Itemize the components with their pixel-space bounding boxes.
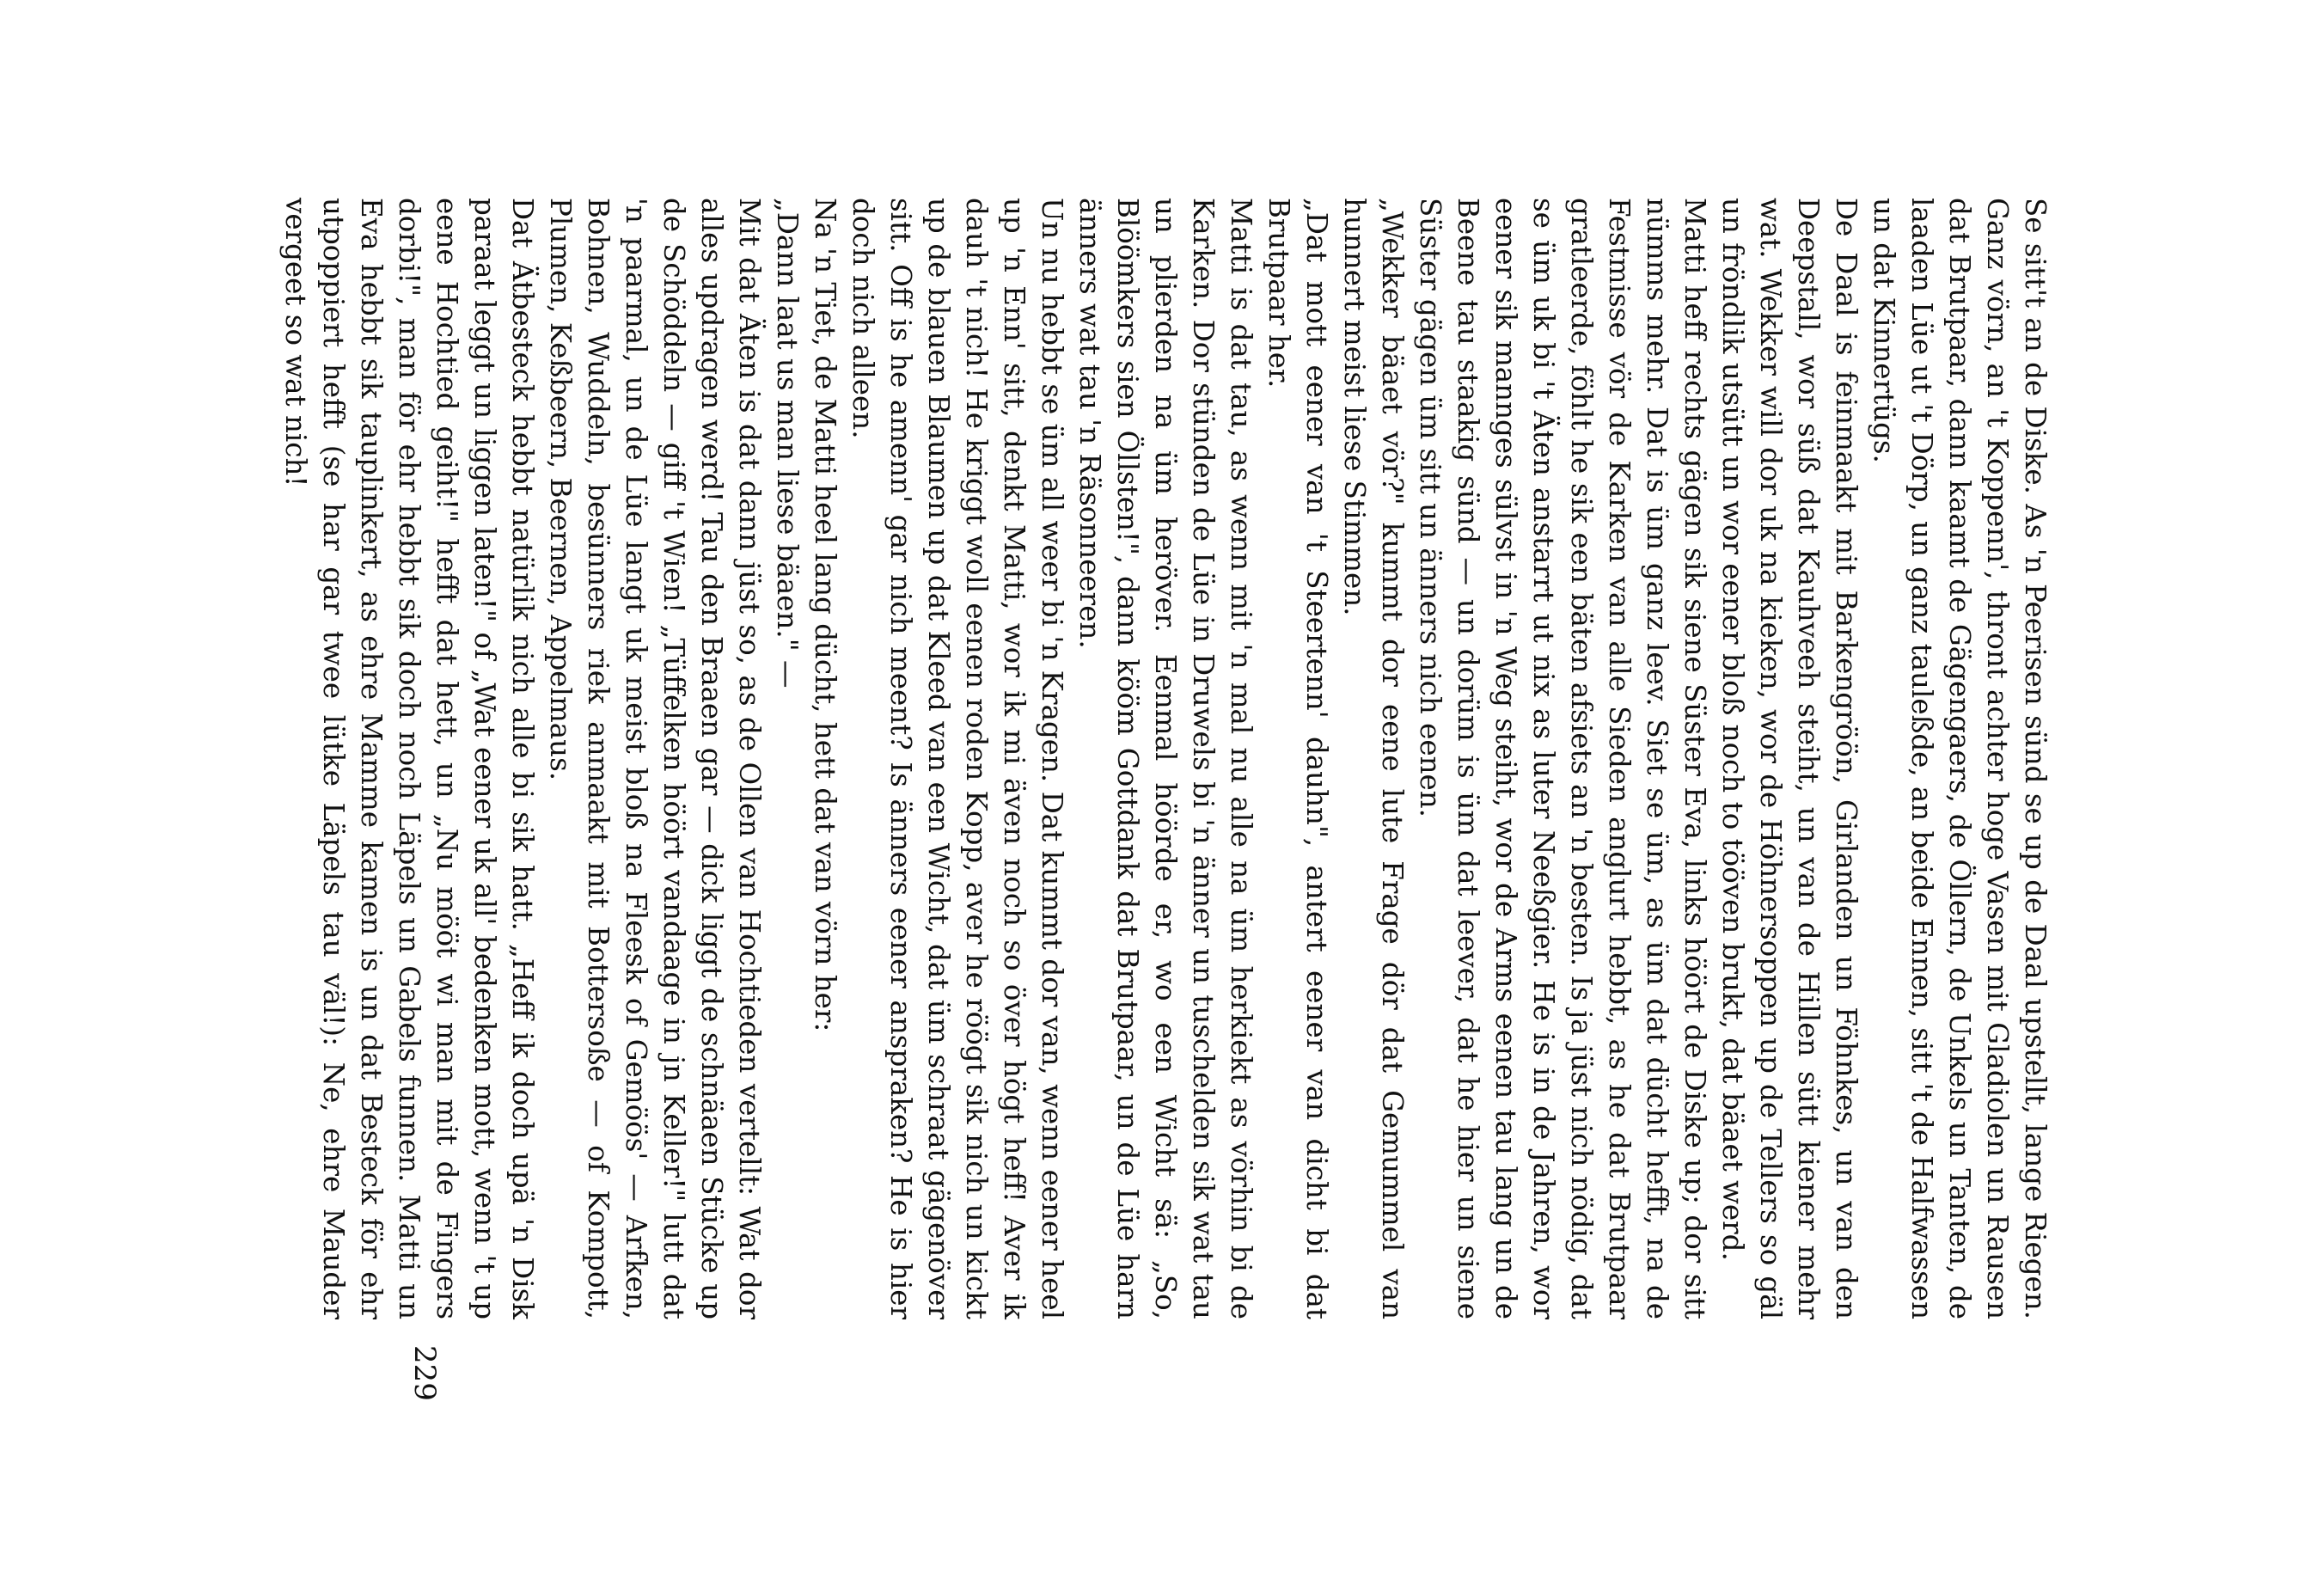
paragraph: „Wekker bäaet vör?" kummt dor eene lute Frage dör dat Gemummel van hunnert meist liese Stimmen.: [1338, 198, 1409, 1319]
paragraph: Na 'n Tiet, de Matti heel lang dücht, hett dat van vörn her:: [809, 198, 841, 1032]
paragraph: Un nu hebbt se üm all weer bi 'n Kragen. Dat kummt dor van, wenn eener heel up 'n Enn' sitt, denkt Matti, wor ik mi även noch so över högt heff! Aver ik dauh 't nich! He kriggt woll eenen roden Kopp, aver he röögt sik nich un kickt up de blauen Blaumen up dat Kleed van een Wicht, dat üm schraat gägenöver sitt. Off is he amenn' gar nich meent? Is änners eener anspraken? He is hier doch nich alleen.: [847, 198, 1068, 1319]
paragraph: Matti heff rechts gägen sik siene Süster Eva, links höört de Diske up; dor sitt nümms mehr. Dat is üm ganz leev. Siet se üm, as üm dat dücht hefft, na de Festmisse vör de Karken van alle Sieden anglurt hebbt, as he dat Brutpaar gratleerde, föhlt he sik een bäten afsiets an 'n besten. Is ja jüst nich nödig, dat se üm uk bi 't Äten anstarrt ut nix as luter Neeßgier. He is in de Jahren, wor eener sik mannges sülvst in 'n Weg steiht, wor de Arms eenen tau lang un de Beene tau staakig sünd — un dorüm is üm dat leever, dat he hier un siene Süster gägen üm sitt un änners nich eenen.: [1414, 198, 1711, 1319]
paragraph: Matti is dat tau, as wenn mit 'n mal nu alle na üm herkiekt as vörhin bi de Karken. Dor stünden de Lüe in Druwels bi 'n änner un tuschelden sik wat tau un plierden na üm heröver. Eenmal höörde er, wo een Wicht sä: „So, Blöömkers sien Öllsten!", dann kööm Gottdank dat Brutpaar, un de Lüe harn änners wat tau 'n Räsonneeren.: [1073, 198, 1257, 1319]
paragraph: Dat Ätbesteck hebbt natürlik nich alle bi sik hatt. „Heff ik doch upä 'n Disk paraat leggt un liggen laten!" of „Wat eener uk all' bedenken mott, wenn 't up eene Hochtied geiht!" hefft dat hett, un „Nu mööt wi man mit de Fingers dorbi!", man för ehr hebbt sik doch noch Läpels un Gabels funnen. Matti un Eva hebbt sik tauplinkert, as ehre Mamme kamen is un dat Besteck för ehr utpoppiert hefft (se har gar twee lütke Läpels tau väl!): Ne, ehre Mauder vergeet so wat nich!: [279, 198, 539, 1319]
paragraph: „Dat mott eener van 't Steertenn' dauhn", antert eener van dicht bi dat Brutpaar her.: [1263, 198, 1333, 1319]
paragraph: „Dann laat us man liese bäaen." —: [771, 198, 804, 689]
paragraph: Se sitt't an de Diske. As 'n Peerisen sünd se up de Daal upstellt, lange Riegen. Ganz vörn, an 't Koppenn', thront achter hoge Vasen mit Gladiolen un Rausen dat Brutpaar, dann kaamt de Gägengaers, de Öllern, de Unkels un Tanten, de laaden Lüe ut 't Dörp, un ganz tauleßde, an beide Ennen, sitt 't de Halfwassen un dat Kinnertügs.: [1868, 198, 2052, 1319]
page-number: 229: [407, 1345, 442, 1401]
paragraph: Mit dat Äten is dat dann jüst so, as de Ollen van Hochtieden vertellt: Wat dor alles updragen werd! Tau den Braaen gar — dick liggt de schnäaen Stücke up de Schöddeln — giff 't Wien! „Tüffelken höört vandaage in jn Keller!" lutt dat 'n paarmal, un de Lüe langt uk meist bloß na Fleesk of Gemöös' — Arfken, Bohnen, Wuddeln, besünners riek anmaakt mit Bottersoße — of Kompott, Plumen, Keßbeern, Beernen, Appelmaus.: [544, 198, 766, 1319]
page-body: [277, 198, 2054, 1319]
paragraph: De Daal is feinmaakt mit Barkengröön, Girlanden un Föhnkes, un van den Deepstall, wor süß dat Kauhveeh steiht, un van de Hillen sütt kiener mehr wat. Wekker will dor uk na kieken, wor de Höhnersoppen up de Tellers so gäl un fröndlik utsütt un wor eener bloß noch to tööven brukt, dat bäaet werd.: [1716, 198, 1862, 1319]
